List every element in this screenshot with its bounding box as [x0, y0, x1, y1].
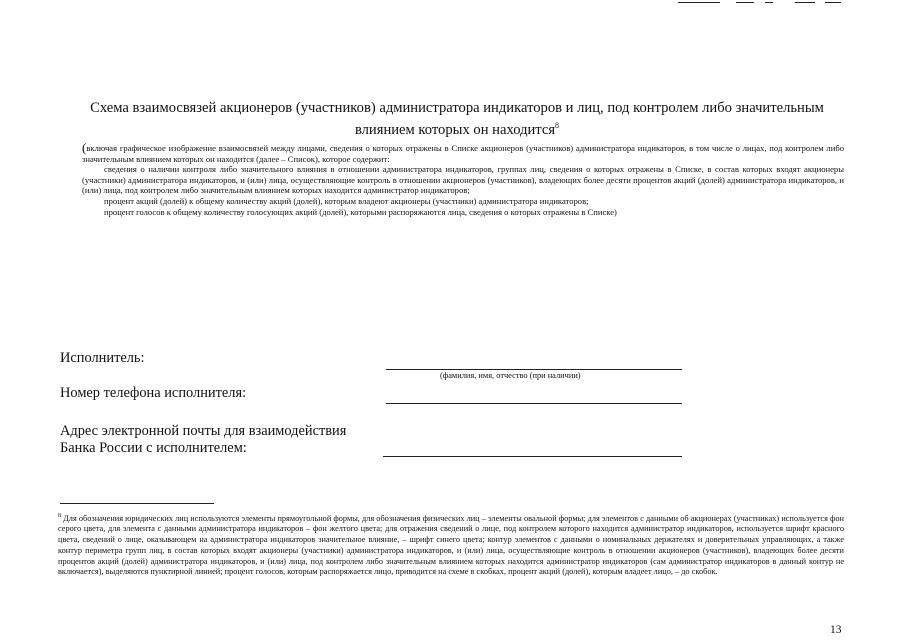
description-paragraph: процент акций (долей) к общему количеству акций (долей), которым владеют акционеры (участники) администратора индикаторов;	[104, 195, 589, 206]
executor-label: Исполнитель:	[60, 350, 145, 366]
footnote-number: 8	[58, 513, 61, 519]
phone-field[interactable]	[386, 403, 682, 404]
email-field[interactable]	[383, 456, 682, 457]
open-paren: (	[82, 140, 87, 155]
description-text: включая графическое изображение взаимосвязей между лицами, сведения о которых отражены в Списке акционеров (участников) администратора индикаторов, в том числе о лицах, под контролем либо значительным влиянием которых он находится (далее – Список), которое содержит:	[82, 143, 844, 164]
document-title	[62, 100, 852, 139]
email-label-line2: Банка России с исполнителем:	[60, 440, 247, 456]
description-paragraph	[82, 140, 844, 164]
title-footnote-ref: 8	[555, 121, 560, 130]
footnote	[58, 511, 844, 578]
top-edge-line	[678, 2, 720, 3]
footnote-text: Для обозначения юридических лиц используются элементы прямоугольной формы, для обозначения физических лиц – элементы овальной формы; для элементов с данными об акционерах (участниках) используется фон серого цвета, для элемента с данными администратора индикаторов – фон желтого цвета; для отражения сведений о лице, под контролем которого находится администратор индикаторов, используется шрифт красного цвета, сведений о лице, оказывающем на администратора индикаторов значительное влияние, – шрифт синего цвета; контур элементов с данными о номинальных держателях и доверительных управляющих, а также контур периметра групп лиц, в состав которых входят акционеры (участники) администратора индикаторов, и (или) лица, осуществляющие контроль в отношении акционеров (участников), владеющих более десяти процентов акций (долей) администратора индикаторов, и (или) лица, под контролем либо значительным влиянием которых находится администратор индикаторов (сам администратор индикаторов в данный контур не включается), выделяются пунктирной линией; процент голосов, которым распоряжается лицо, приводится на схеме в скобках, процент акций (долей), которым владеет лицо, – до скобок.	[58, 513, 844, 577]
email-label-line1: Адрес электронной почты для взаимодействия	[60, 423, 347, 439]
top-edge-line	[825, 2, 841, 3]
top-edge-line	[795, 2, 815, 3]
page-number: 13	[830, 624, 842, 636]
top-edge-line	[736, 2, 754, 3]
description-paragraph: сведения о наличии контроля либо значительного влияния в отношении администратора индикаторов, группах лиц, сведения о которых отражены в Списке, в состав которых входят акционеры (участники) администратора индикаторов, и (или) лица, осуществляющие контроль в отношении акционеров (участников), владеющих более десяти процентов акций (долей) администратора индикаторов, и (или) лица, под контролем либо значительным влиянием которых находится администратор индикаторов;	[82, 164, 844, 196]
description-paragraph: процент голосов к общему количеству голосующих акций (долей), которыми распоряжаются лица, сведения о которых отражены в Списке)	[104, 206, 617, 217]
title-text: Схема взаимосвязей акционеров (участников) администратора индикаторов и лиц, под контролем либо значительным влиянием которых он находится	[90, 100, 824, 138]
phone-label: Номер телефона исполнителя:	[60, 385, 247, 401]
executor-name-caption: (фамилия, имя, отчество (при наличии)	[440, 371, 581, 380]
schema-description	[82, 140, 844, 217]
footnote-paragraph	[58, 511, 844, 578]
executor-name-field[interactable]	[386, 369, 682, 370]
top-edge-line	[765, 2, 773, 3]
footnote-separator	[60, 503, 214, 504]
